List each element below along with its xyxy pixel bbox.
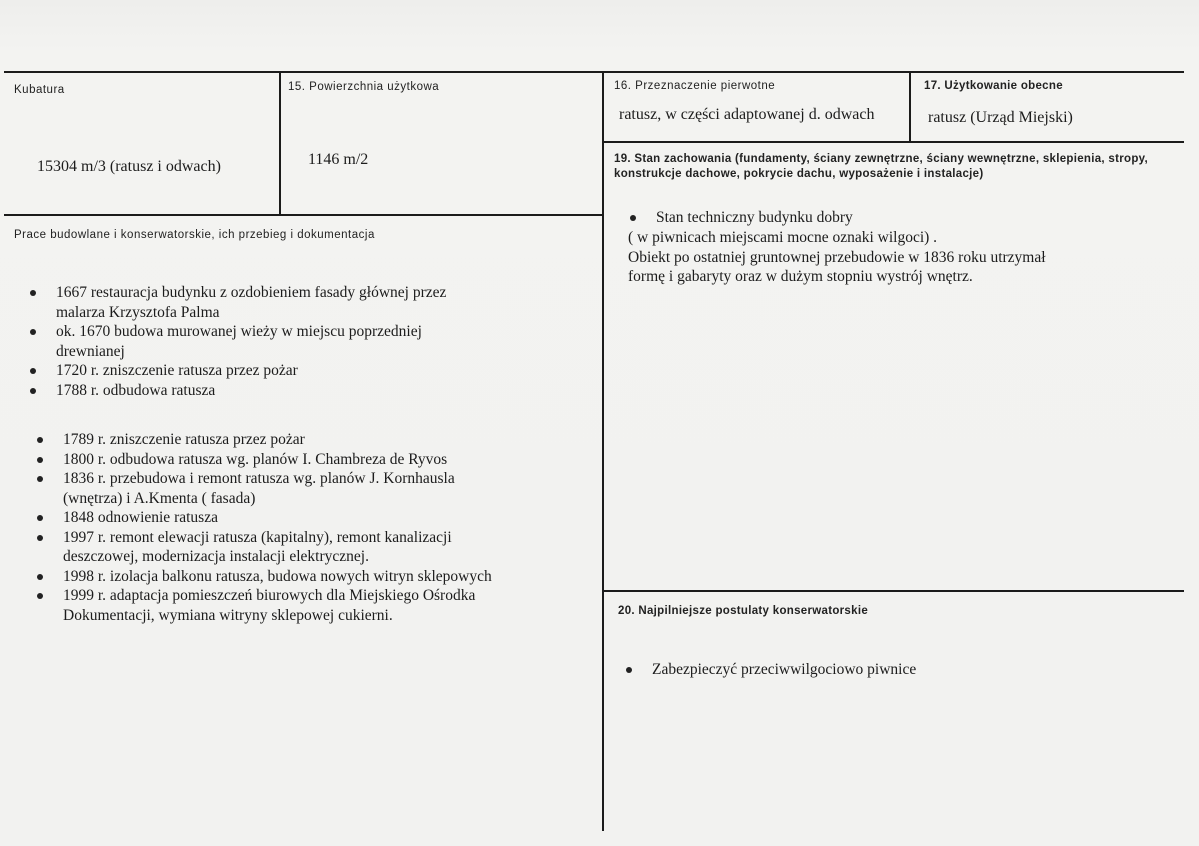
row-divider-right-2 [604,590,1184,592]
text-line: formę i gabaryty oraz w dużym stopniu wystrój wnętrz. [628,268,973,285]
list-item: 1848 odnowienie ratusza [35,508,500,528]
list-item: 1788 r. odbudowa ratusza [28,381,468,401]
przeznaczenie-label: 16. Przeznaczenie pierwotne [614,80,776,92]
column-divider-center [602,71,604,831]
przeznaczenie-value: ratusz, w części adaptowanej d. odwach [619,106,875,123]
uzytkowanie-label: 17. Użytkowanie obecne [924,80,1063,92]
postulaty-label: 20. Najpilniejsze postulaty konserwatorskie [618,605,869,617]
powierzchnia-value: 1146 m/2 [308,151,369,168]
row-divider-left-1 [4,214,602,216]
table-top-border [4,71,1184,73]
list-item: Zabezpieczyć przeciwwilgociowo piwnice [624,660,1164,680]
list-item: 1667 restauracja budynku z ozdobieniem fasady głównej przez malarza Krzysztofa Palma [28,283,468,322]
powierzchnia-label: 15. Powierzchnia użytkowa [288,81,440,93]
kubatura-label: Kubatura [14,84,65,96]
list-item: Stan techniczny budynku dobry [628,208,1168,228]
list-item: 1720 r. zniszczenie ratusza przez pożar [28,361,468,381]
prace-list-1 [28,283,468,400]
text-line: ( w piwnicach miejscami mocne oznaki wilgoci) . [628,229,938,246]
uzytkowanie-value: ratusz (Urząd Miejski) [928,109,1073,126]
row-divider-right-1 [604,141,1184,143]
list-item: 1789 r. zniszczenie ratusza przez pożar [35,430,500,450]
postulaty-list [624,660,1164,680]
column-divider-3 [909,71,911,142]
kubatura-value: 15304 m/3 (ratusz i odwach) [37,158,221,175]
list-item: 1998 r. izolacja balkonu ratusza, budowa nowych witryn sklepowych [35,567,500,587]
prace-label: Prace budowlane i konserwatorskie, ich przebieg i dokumentacja [14,229,375,241]
column-divider-1 [279,71,281,215]
list-item: ok. 1670 budowa murowanej wieży w miejscu poprzedniej drewnianej [28,322,468,361]
list-item: 1800 r. odbudowa ratusza wg. planów I. Chambreza de Ryvos [35,450,500,470]
stan-zachowania-label: 19. Stan zachowania (fundamenty, ściany zewnętrzne, ściany wewnętrzne, sklepienia, stropy, konstrukcje dachowe, pokrycie dachu, wyposażenie i instalacje) [614,153,1149,180]
list-item: 1836 r. przebudowa i remont ratusza wg. planów J. Kornhausla (wnętrza) i A.Kmenta ( fasada) [35,469,500,508]
list-item: 1997 r. remont elewacji ratusza (kapitalny), remont kanalizacji deszczowej, modernizacja instalacji elektrycznej. [35,528,500,567]
stan-zachowania-list [628,208,1168,228]
text-line: Obiekt po ostatniej gruntownej przebudowie w 1836 roku utrzymał [628,248,1046,266]
stan-zachowania-text [628,228,1173,287]
prace-list-2 [35,430,500,625]
list-item: 1999 r. adaptacja pomieszczeń biurowych dla Miejskiego Ośrodka Dokumentacji, wymiana witryny sklepowej cukierni. [35,586,500,625]
